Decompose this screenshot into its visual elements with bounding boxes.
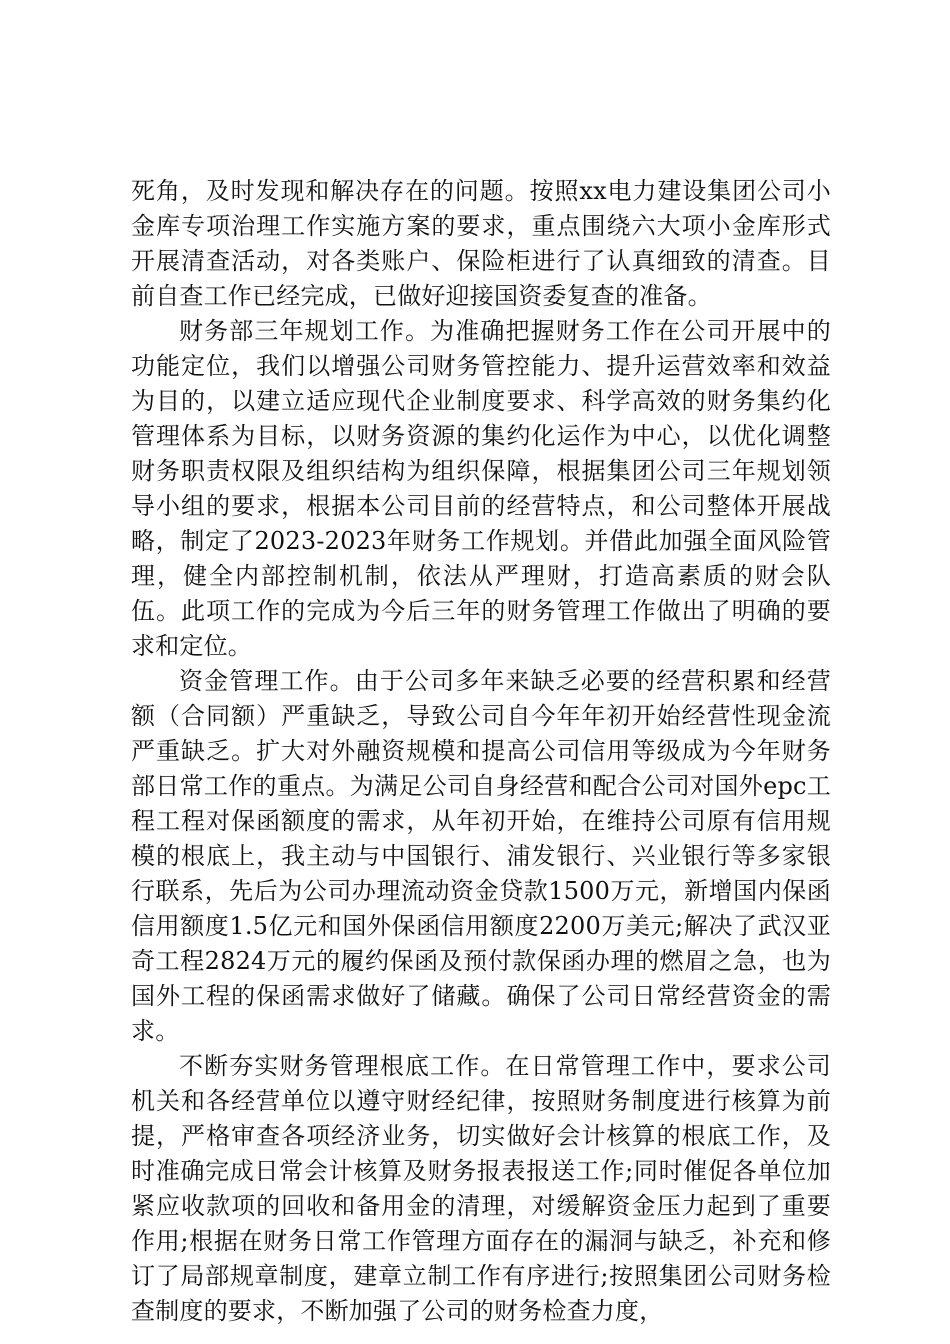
paragraph-continuation: 死角，及时发现和解决存在的问题。按照xx电力建设集团公司小金库专项治理工作实施方案的要求，重点围绕六大项小金库形式开展清查活动，对各类账户、保险柜进行了认真细致的清查。目前自查工作已经完成，已做好迎接国资委复查的准备。 <box>131 177 831 310</box>
paragraph-three-year-plan: 财务部三年规划工作。为准确把握财务工作在公司开展中的功能定位，我们以增强公司财务管控能力、提升运营效率和效益为目的，以建立适应现代企业制度要求、科学高效的财务集约化管理体系为目标，以财务资源的集约化运作为中心，以优化调整财务职责权限及组织结构为组织保障，根据集团公司三年规划领导小组的要求，根据本公司目前的经营特点，和公司整体开展战略，制定了2023-2023年财务工作规划。并借此加强全面风险管理，健全内部控制机制，依法从严理财，打造高素质的财会队伍。此项工作的完成为今后三年的财务管理工作做出了明确的要求和定位。 <box>131 317 831 660</box>
paragraph-fund-management: 资金管理工作。由于公司多年来缺乏必要的经营积累和经营额（合同额）严重缺乏，导致公司自今年年初开始经营性现金流严重缺乏。扩大对外融资规模和提高公司信用等级成为今年财务部日常工作的重点。为满足公司自身经营和配合公司对国外epc工程工程对保函额度的需求，从年初开始，在维持公司原有信用规模的根底上，我主动与中国银行、浦发银行、兴业银行等多家银行联系，先后为公司办理流动资金贷款1500万元，新增国内保函信用额度1.5亿元和国外保函信用额度2200万美元;解决了武汉亚奇工程2824万元的履约保函及预付款保函办理的燃眉之急，也为国外工程的保函需求做好了储藏。确保了公司日常经营资金的需求。 <box>131 667 831 1045</box>
document-body <box>131 174 831 1329</box>
paragraph-foundation-work: 不断夯实财务管理根底工作。在日常管理工作中，要求公司机关和各经营单位以遵守财经纪律，按照财务制度进行核算为前提，严格审查各项经济业务，切实做好会计核算的根底工作，及时准确完成日常会计核算及财务报表报送工作;同时催促各单位加紧应收款项的回收和备用金的清理，对缓解资金压力起到了重要作用;根据在财务日常工作管理方面存在的漏洞与缺乏，补充和修订了局部规章制度，建章立制工作有序进行;按照集团公司财务检查制度的要求，不断加强了公司的财务检查力度， <box>131 1052 831 1325</box>
